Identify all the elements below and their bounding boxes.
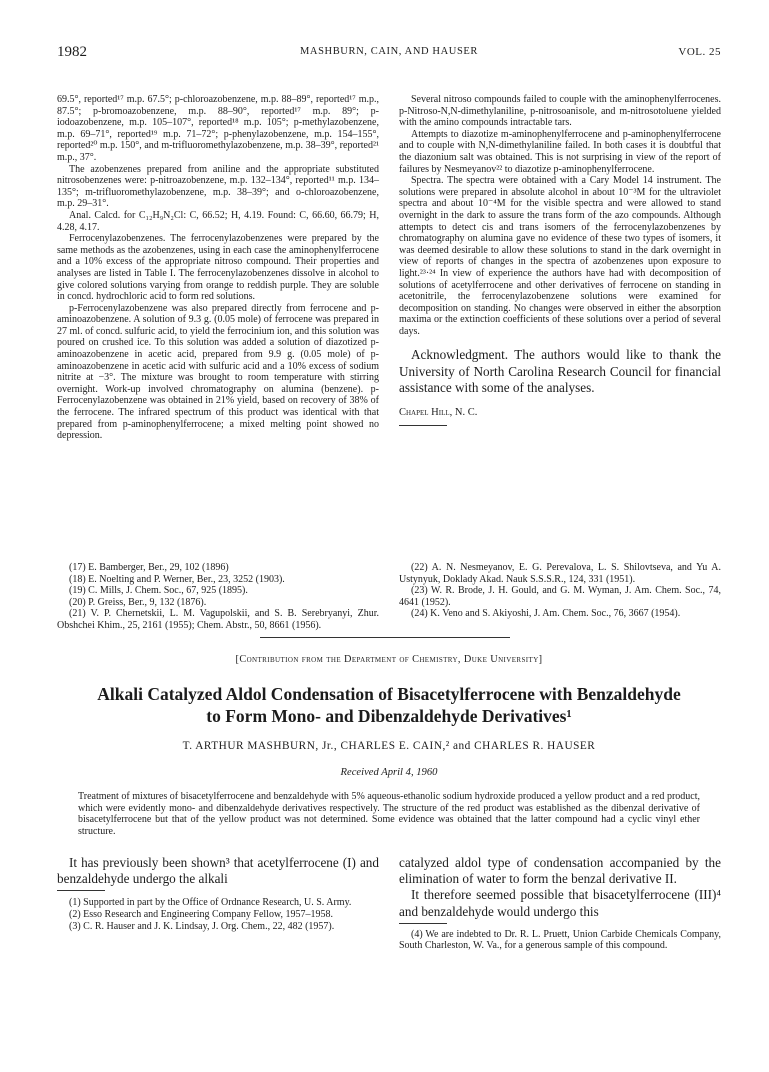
reference-item: (17) E. Bamberger, Ber., 29, 102 (1896): [69, 562, 229, 573]
paragraph: catalyzed aldol type of condensation accompanied by the elimination of water to form the benzal derivative II.: [399, 855, 721, 887]
footnote-divider: [399, 923, 447, 924]
abstract: Treatment of mixtures of bisacetylferrocene and benzaldehyde with 5% aqueous-ethanolic sodium hydroxide produced a yellow product and a red product, which were evidently mono- and dibenzaldehyde derivatives respectively. The structure of the red product was established as the dibenzal derivative of bisacetylferrocene but that of the yellow product was not determined. Some evidence was obtained that the latter compound had a cyclic vinyl ether structure.: [78, 791, 700, 837]
affiliation-place: Chapel Hill, N. C.: [399, 406, 478, 418]
references-left: [57, 562, 379, 632]
article-body-right: [399, 855, 721, 952]
references-right: [399, 562, 721, 620]
reference-item: (22) A. N. Nesmeyanov, E. G. Perevalova, L. S. Shilovtseva, and Yu A. Ustynyuk, Doklady Akad. Nauk S.S.S.R., 124, 331 (1951).: [399, 562, 721, 585]
reference-item: (24) K. Veno and S. Akiyoshi, J. Am. Chem. Soc., 76, 3667 (1954).: [411, 608, 681, 620]
page-number: 1982: [57, 44, 87, 60]
reference-item: (23) W. R. Brode, J. H. Gould, and G. M. Wyman, J. Am. Chem. Soc., 74, 4641 (1952).: [399, 585, 721, 608]
paragraph: Attempts to diazotize m-aminophenylferrocene and p-aminophenylferrocene and to couple with N,N-dimethylaniline failed. In both cases it is doubtful that the diazonium salt was obtained. This is not surprising in view of the report of failures by Nesmeyanov²² to diazotize p-aminophenylferrocene.: [399, 128, 721, 175]
footnote-divider: [57, 890, 105, 891]
acknowledgment: Acknowledgment. The authors would like to thank the University of North Carolina Research Council for financial assistance with some of the analyses.: [399, 347, 721, 396]
paragraph: It has previously been shown³ that acetylferrocene (I) and benzaldehyde undergo the alkali: [57, 855, 379, 887]
received-date: Received April 4, 1960: [340, 767, 438, 778]
footnotes-right: [399, 929, 721, 952]
reference-item: (19) C. Mills, J. Chem. Soc., 67, 925 (1895).: [69, 585, 248, 597]
footnote: (4) We are indebted to Dr. R. L. Pruett, Union Carbide Chemicals Company, South Charleston, W. Va., for a generous sample of this compound.: [399, 928, 721, 952]
paragraph: 69.5°, reported¹⁷ m.p. 67.5°; p-chloroazobenzene, m.p. 88–89°, reported¹⁷ m.p., 87.5°; p-bromoazobenzene, m.p. 88–90°, reported¹⁷ m.p. 89°; p-iodoazobenzene, m.p. 105–107°, reported¹⁸ m.p. 105°; p-methylazobenzene, m.p. 69–71°, reported¹⁹ m.p. 71–72°; p-phenylazobenzene, m.p. 154–155°, reported²⁰ m.p. 150°, and m-trifluoromethylazobenzene, m.p. 38–39°, reported²¹ m.p., 37°.: [57, 94, 379, 163]
divider: [399, 425, 447, 426]
article-separator: [260, 637, 510, 638]
article-authors: T. ARTHUR MASHBURN, Jr., CHARLES E. CAIN,² and CHARLES R. HAUSER: [182, 740, 596, 752]
footnote: (1) Supported in part by the Office of Ordnance Research, U. S. Army.: [69, 897, 352, 909]
running-header: [57, 44, 721, 64]
reference-item: (20) P. Greiss, Ber., 9, 132 (1876).: [69, 596, 207, 608]
footnote: (2) Esso Research and Engineering Company Fellow, 1957–1958.: [69, 909, 334, 920]
paragraph: The azobenzenes prepared from aniline and the appropriate substituted nitrosobenzenes were: p-nitroazobenzene, m.p. 132–134°, reported¹¹ m.p. 134–135°; m-trifluoromethylazobenzene, m.p. 38–39°; and o-chloroazobenzene, m.p. 29–31°.: [57, 163, 379, 210]
contribution-line: [Contribution from the Department of Chemistry, Duke University]: [235, 654, 543, 665]
reference-item: (21) V. P. Chernetskii, L. M. Vagupolskii, and S. B. Serebryanyi, Zhur. Obshchei Khim., 25, 2161 (1955); Chem. Abstr., 50, 8661 (1956).: [57, 608, 379, 631]
volume-label: VOL. 25: [678, 46, 721, 58]
spectra-paragraph: Spectra. The spectra were obtained with a Cary Model 14 instrument. The solutions were prepared in absolute alcohol in about 10⁻³M for the ultraviolet spectra and about 10⁻⁴M for the visible spectra and were allowed to stand overnight in the dark to assure the trans form of the azo compounds. Although attempts to detect cis and trans isomers of the ferrocenylazobenzenes by chromatography on alumina gave no evidence of these two types of isomers, it was deemed desirable to allow these solutions to stand in the dark overnight in view of reports of changes in the spectra of azobenzenes upon exposure to light.²³·²⁴ In view of experience the authors have had with decomposition of solutions of acetylferrocene and other derivatives of ferrocene on standing in acetonitrile, the ferrocenylazobenzene solutions were examined for decomposition on standing. No changes were observed in either the absorption maxima or the extinction coefficients of these solutions over a period of several days.: [399, 175, 721, 337]
paragraph: It therefore seemed possible that bisacetylferrocene (III)⁴ and benzaldehyde would undergo this: [399, 887, 721, 919]
analysis-paragraph: Anal. Calcd. for C₁₂H₉N₂Cl: C, 66.52; H, 4.19. Found: C, 66.60, 66.79; H, 4.28, 4.17.: [57, 209, 379, 233]
article-title: [57, 683, 721, 727]
paragraph: Several nitroso compounds failed to couple with the aminophenylferrocenes. p-Nitroso-N,N-dimethylaniline, p-nitrosoanisole, and m-nitrosotoluene yielded with the amino compounds intractable tars.: [399, 94, 721, 129]
paragraph: p-Ferrocenylazobenzene was also prepared directly from ferrocene and p-aminoazobenzene. A solution of 9.3 g. (0.05 mole) of ferrocene was prepared in 27 ml. of concd. sulfuric acid, to yield the ferrocinium ion, and this solution was poured on crushed ice. To this solution was added a solution of diazotized p-aminoazobenzene in acetic acid, prepared from 9.9 g. (0.05 mole) of p-aminoazobenzene in acetic acid with sulfuric acid and a 10% excess of sodium nitrite at −3°. The mixture was brought to room temperature with stirring overnight. Work-up involved chromatography on alumina (benzene). p-Ferrocenylazobenzene was obtained in 21% yield, based on recovery of 38% of the ferrocene. The infrared spectrum of this product was identical with that prepared from p-aminophenylferrocene; a mixed melting point showed no depression.: [57, 302, 379, 442]
reference-item: (18) E. Noelting and P. Werner, Ber., 23, 3252 (1903).: [69, 573, 285, 585]
running-header-authors: MASHBURN, CAIN, AND HAUSER: [299, 46, 479, 57]
paragraph: Ferrocenylazobenzenes. The ferrocenylazobenzenes were prepared by the same methods as the azobenzenes, using in each case the aminophenylferrocene and a 10% excess of the appropriate nitroso compound. Their properties and analyses are listed in Table I. The ferrocenylazobenzenes dissolve in alcohol to give colored solutions varying from orange to reddish purple. They are soluble in concd. hydrochloric acid to form red solutions.: [57, 233, 379, 303]
left-column: [57, 94, 379, 448]
article-title-line: Alkali Catalyzed Aldol Condensation of Bisacetylferrocene with Benzaldehyde: [97, 684, 681, 704]
article-title-line: to Form Mono- and Dibenzaldehyde Derivatives¹: [206, 706, 572, 726]
footnote: (3) C. R. Hauser and J. K. Lindsay, J. Org. Chem., 22, 482 (1957).: [69, 920, 335, 932]
footnotes-left: [57, 897, 379, 932]
article-body-left: [57, 855, 379, 932]
right-column: [399, 94, 721, 426]
